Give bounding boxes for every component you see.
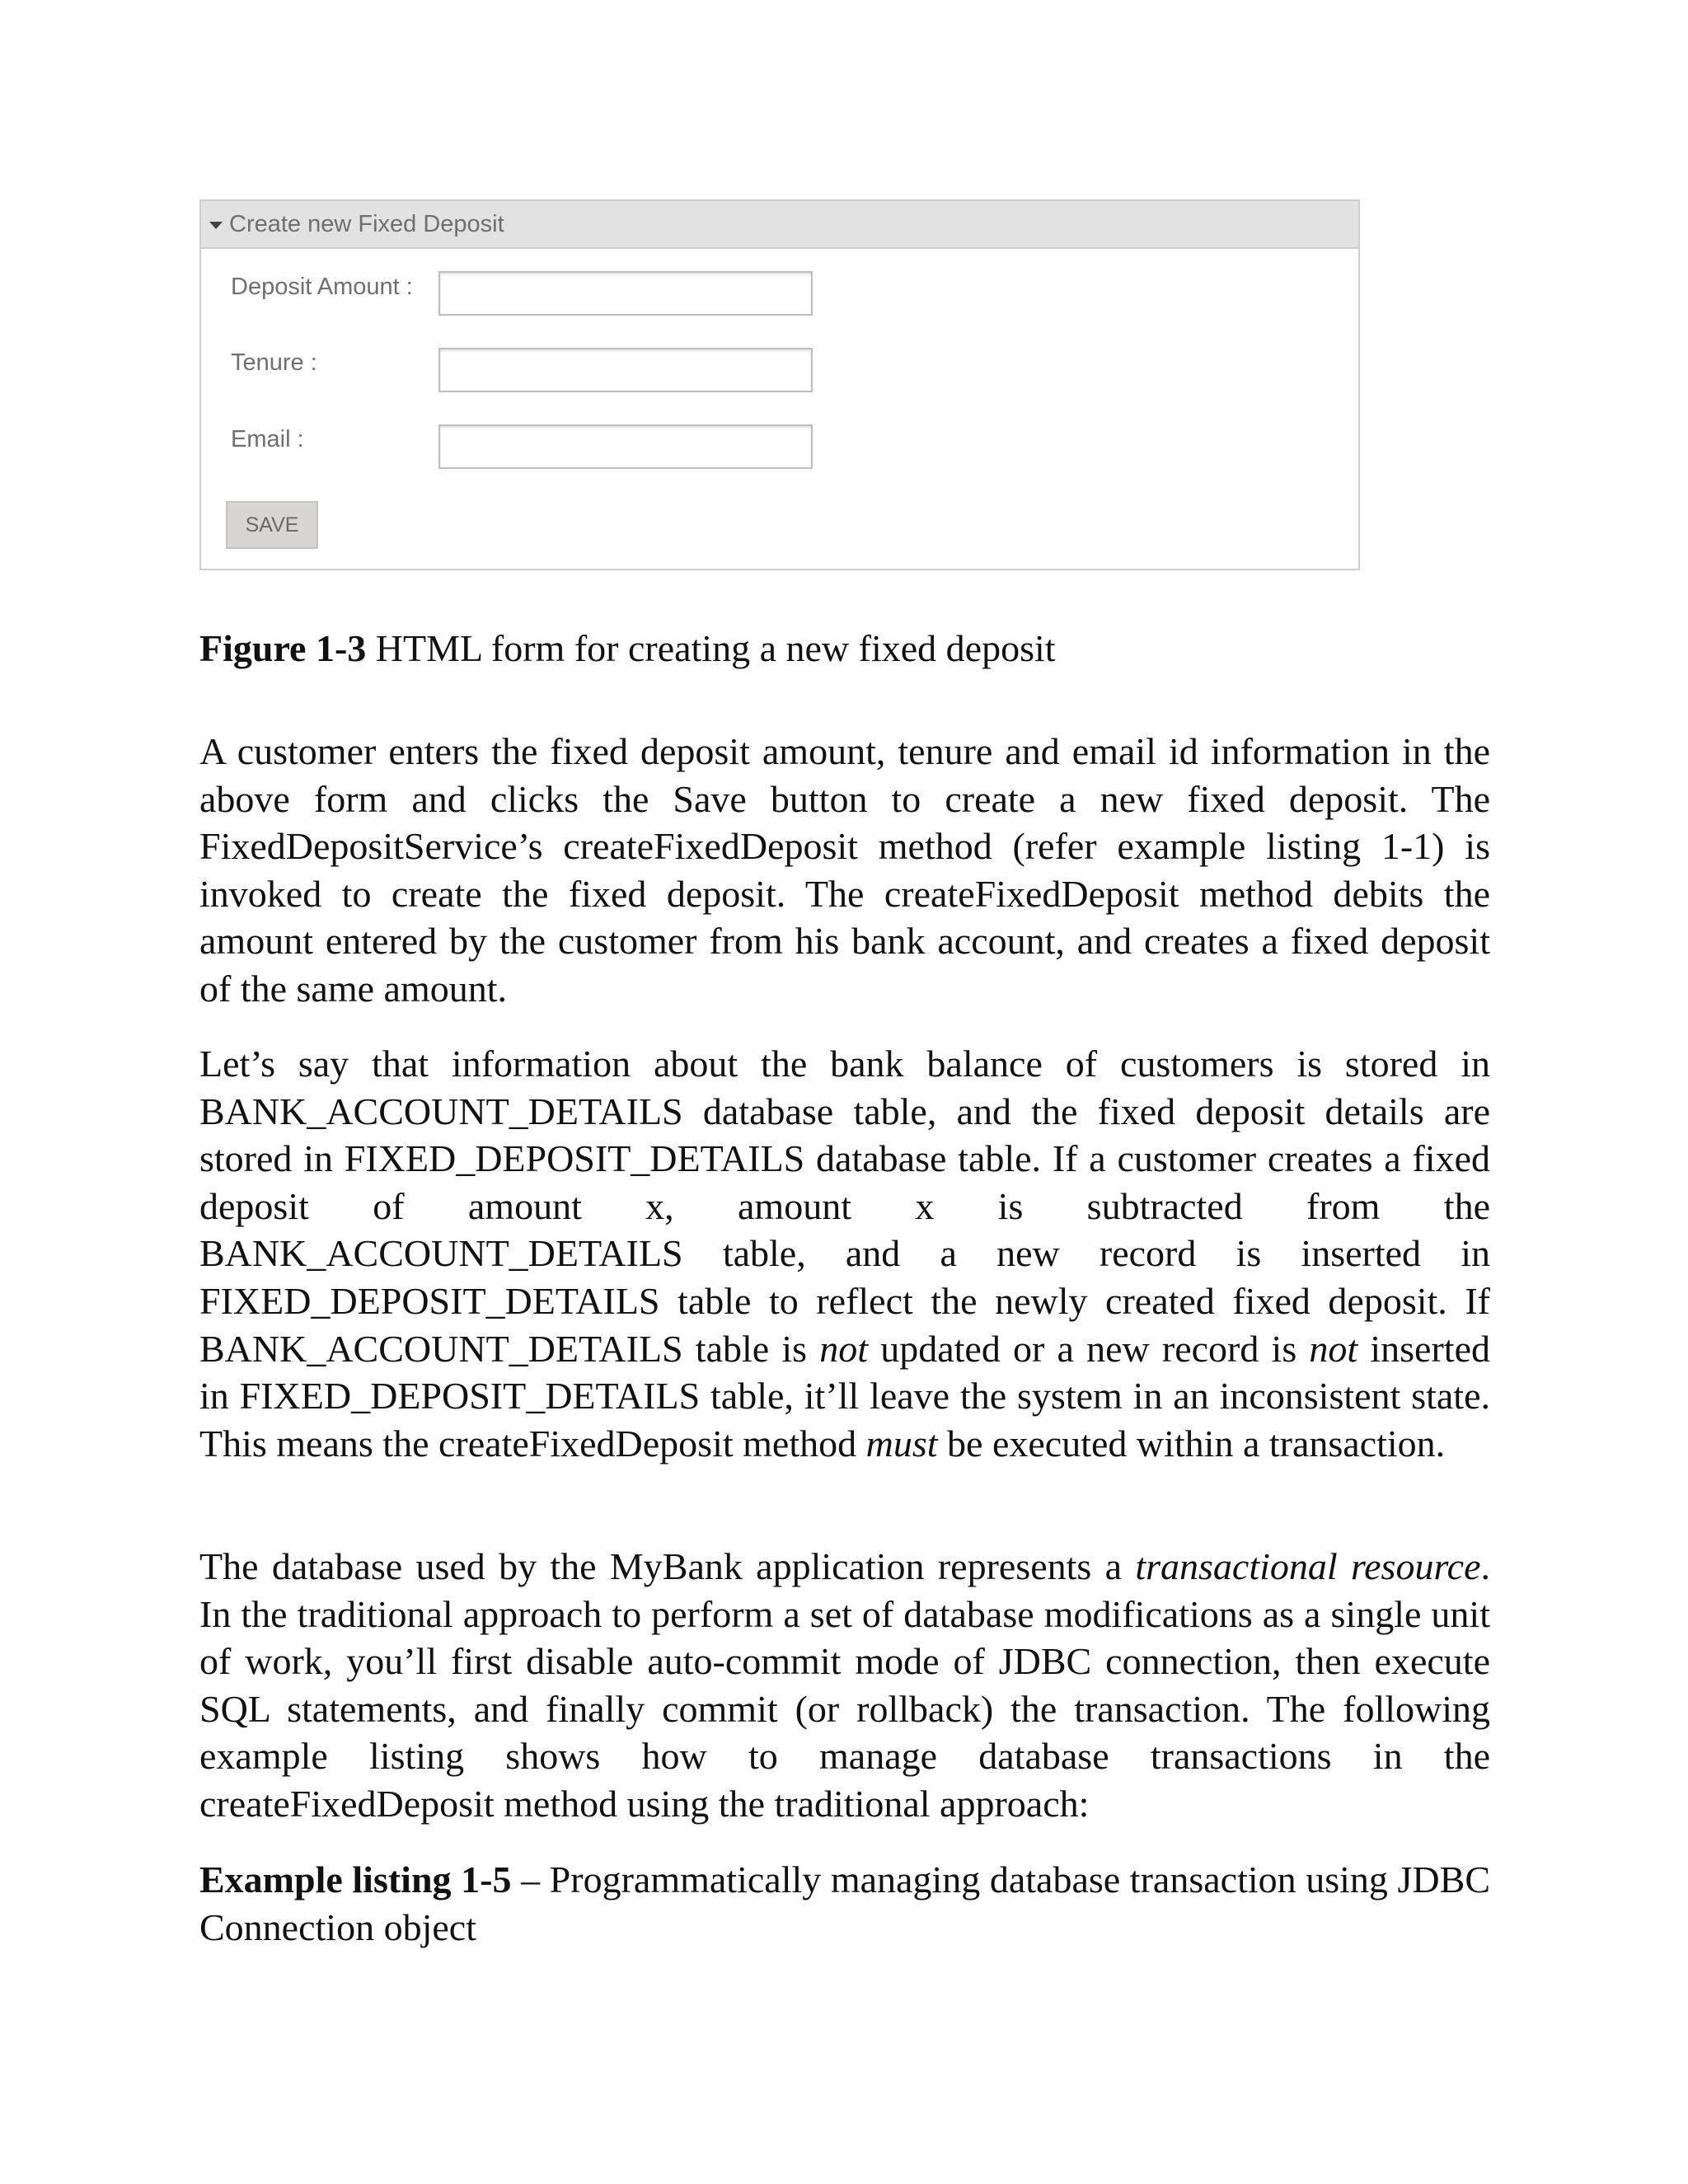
- form-title: Create new Fixed Deposit: [229, 210, 504, 237]
- example-listing-caption: [199, 1856, 1490, 1951]
- paragraph-1: [199, 728, 1490, 1013]
- p2-emphasis-must: must: [865, 1422, 938, 1465]
- p3-text-a: The database used by the MyBank application represents a: [199, 1545, 1136, 1587]
- example-listing-label: Example listing 1-5: [199, 1858, 512, 1900]
- p2-emphasis-not-2: not: [1309, 1327, 1358, 1370]
- figure-label: Figure 1-3: [199, 627, 367, 669]
- paragraph-2: [199, 1040, 1490, 1467]
- p2-text-c: updated or a new record is: [868, 1327, 1310, 1370]
- paragraph-3: [199, 1543, 1490, 1828]
- tenure-label: Tenure :: [231, 349, 317, 376]
- collapse-triangle-icon[interactable]: [209, 222, 223, 229]
- email-label: Email :: [231, 426, 304, 452]
- deposit-amount-input[interactable]: [438, 271, 813, 316]
- deposit-amount-label: Deposit Amount :: [231, 274, 413, 300]
- p3-text-c: . In the traditional approach to perform a set of database modifications as a single unit of work, you’ll first disable auto-commit mode of JDBC connection, then execute SQL statements, and finally commit (or rollback) the transaction. The following example listing shows how to manage database transactions in the createFixedDeposit method using the traditional approach:: [199, 1545, 1490, 1825]
- example-listing-text: – Programmatically managing database transaction using JDBC Connection object: [199, 1858, 1491, 1948]
- figure-caption: [199, 625, 1056, 673]
- p3-emphasis-transactional-resource: transactional resource: [1135, 1545, 1481, 1587]
- save-button[interactable]: SAVE: [226, 501, 318, 549]
- form-header[interactable]: [201, 201, 1358, 249]
- p2-text-a: Let’s say that information about the bank balance of customers is stored in BANK_ACCOUNT_DETAILS database table, and the fixed deposit details are stored in FIXED_DEPOSIT_DETAILS database table. If a customer creates a fixed deposit of amount x, amount x is subtracted from the BANK_ACCOUNT_DETAILS table, and a new record is inserted in FIXED_DEPOSIT_DETAILS table to reflect the newly created fixed deposit. If BANK_ACCOUNT_DETAILS table is: [199, 1043, 1490, 1370]
- figure-caption-text: HTML form for creating a new fixed deposit: [366, 627, 1056, 669]
- email-input[interactable]: [438, 424, 813, 469]
- p2-emphasis-not-1: not: [819, 1327, 869, 1370]
- p2-text-e: inserted in FIXED_DEPOSIT_DETAILS table, it’ll leave the system in an inconsistent state. This means the createFixedDeposit method: [199, 1327, 1490, 1465]
- p2-text-g: be executed within a transaction.: [937, 1422, 1446, 1465]
- tenure-input[interactable]: [438, 348, 813, 392]
- p1-text: A customer enters the fixed deposit amount, tenure and email id information in the above form and clicks the Save button to create a new fixed deposit. The FixedDepositService’s createFixedDeposit method (refer example listing 1-1) is invoked to create the fixed deposit. The createFixedDeposit method debits the amount entered by the customer from his bank account, and creates a fixed deposit of the same amount.: [199, 730, 1490, 1010]
- fixed-deposit-form: [199, 199, 1360, 570]
